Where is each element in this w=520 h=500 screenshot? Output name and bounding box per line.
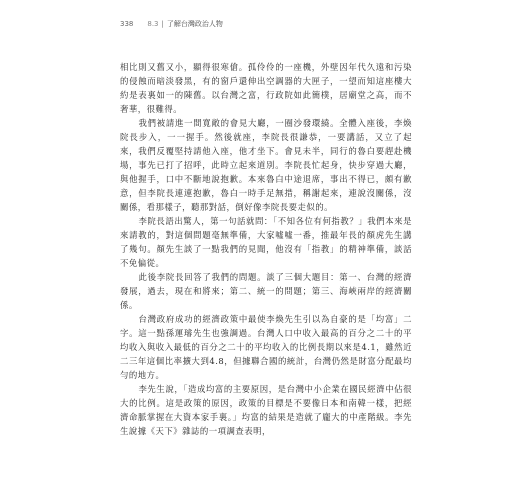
- paragraph: 我們被請進一間寬敞的會見大廳，一圈沙發環繞。全體入座後，李煥院長步入，一一握手。然後就座，李院長很謙恭，一要講話，又立了起來，我們反覆堅持請他入座，他才坐下。會見未半，同行的魯白要趕赴機場，事先已打了招呼，此時立起來道別。李院長忙起身，快步穿過大廳，與他握手，口中不斷地說抱歉。本來魯白中途退席，事出不得已，頗有歉意，但李院長連連抱歉，魯白一時手足無措，稱謝起來，連說沒關係，沒關係，看那樣子，聽那對話，倒好像李院長要走似的。: [120, 118, 412, 212]
- running-header: [120, 19, 223, 29]
- paragraph: 相比則又舊又小，顯得很寒傖。孤伶伶的一座機，外壁因年代久遠和污染的侵蝕而暗淡發黑，有的窗戶還伸出空調器的大匣子，一望而知這座樓大約是表裏如一的陳舊。以台灣之富，行政院如此簡樸，居廟堂之高，而不奢華，很難得。: [120, 62, 412, 114]
- page-number: 338: [120, 20, 134, 28]
- paragraph: 此後李院長回答了我們的問題。談了三個大題目：第一、台灣的經濟發展，過去，現在和將來；第二、統一的問題；第三、海峽兩岸的經濟關係。: [120, 272, 412, 310]
- section-number: 8.3: [147, 20, 159, 28]
- body-text: [120, 60, 412, 438]
- paragraph: 李院長語出驚人，第一句話就問：「不知各位有何指教？」我們本來是來請教的，對這個問題毫無準備，大家噓噓一番，推最年長的顏虎先生講了幾句。顏先生談了一點我們的見聞，他沒有「指教」的精神準備，談話不免偏從。: [120, 216, 412, 268]
- paragraph: 台灣政府成功的經濟政策中最使李煥先生引以為自豪的是「均富」二字。這一點孫運璿先生也強調過。台灣人口中收入最高的百分之二十的平均收入與收入最低的百分之二十的平均收入的比例長期以來是4.1，雖然近二三年這個比率擴大到4.8，但據聯合國的統計，台灣仍然是財富分配最均勻的地方。: [120, 314, 412, 380]
- chapter-title: 了解台灣政治人物: [166, 20, 223, 28]
- paragraph: 李先生說，「造成均富的主要原因，是台灣中小企業在國民經濟中佔很大的比例。這是政策的原因，政策的目標是不要像日本和南韓一樣，把經濟命脈掌握在大資本家手裏。」均富的結果是造就了龐大的中產階級。李先生說據《天下》雜誌的一項調查表明，: [120, 384, 412, 436]
- header-separator: |: [161, 20, 164, 28]
